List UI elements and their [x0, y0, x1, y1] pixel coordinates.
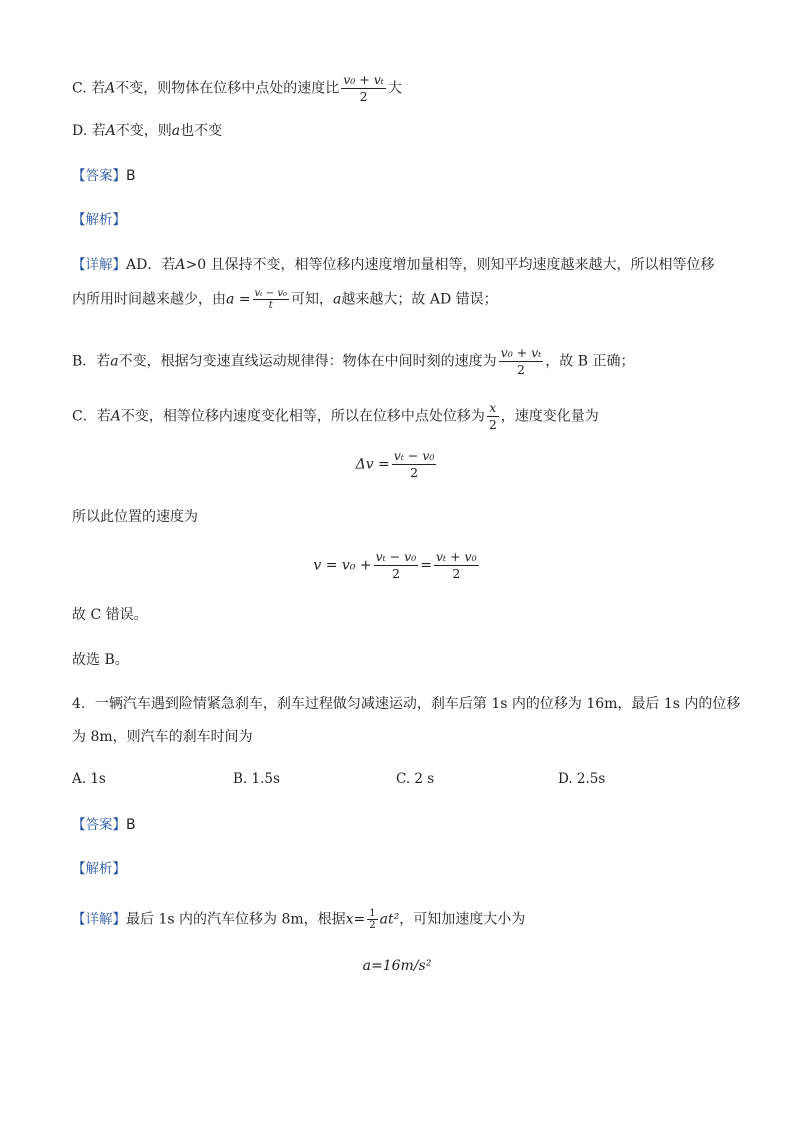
option-d-suffix: 也不变 [180, 123, 223, 139]
option-c [72, 72, 402, 105]
text: ，速度变化量为 [500, 408, 599, 425]
text: ，故 B 正确； [545, 353, 635, 370]
answer-value: B [126, 817, 136, 833]
detail-b-line [72, 345, 635, 378]
so-text [72, 507, 198, 527]
text: 不变，相等位移内速度变化相等，所以在位移中点处位移为 [120, 408, 485, 425]
q4-option-c: C. 2 s [396, 771, 435, 787]
formula-lhs: a = [226, 291, 251, 308]
eq-lhs: Δv = [355, 456, 390, 473]
frac-den: 2 [488, 417, 497, 432]
answer-tag: 【答案】 [72, 168, 126, 184]
var-a-cap: A [105, 80, 116, 97]
answer-tag: 【答案】 [72, 817, 126, 833]
text: C．若 [72, 408, 111, 425]
formula-rhs: at² [379, 911, 400, 928]
text: 内所用时间越来越少，由 [72, 291, 226, 308]
text: 所以此位置的速度为 [72, 509, 198, 525]
option-c-suffix: 大 [387, 80, 402, 97]
q4-detail-line [72, 908, 525, 931]
q4-option-d: D. 2.5s [558, 771, 606, 787]
analysis-tag: 【解析】 [72, 861, 126, 877]
fraction [374, 549, 419, 582]
text: 故选 B。 [72, 652, 129, 668]
q4-stem-line1 [72, 694, 740, 714]
option-d-prefix: D. 若 [72, 123, 106, 139]
text: >0 且保持不变，相等位移内速度增加量相等，则知平均速度越来越大，所以相等位移 [185, 257, 715, 273]
frac-num: 1 [369, 908, 376, 919]
text: ，可知加速度大小为 [399, 911, 526, 928]
frac-num: v₀ + vₜ [500, 345, 542, 360]
detail-tag: 【详解】 [72, 911, 126, 928]
frac-den: 2 [517, 362, 525, 377]
detail-ad-line2 [72, 288, 498, 311]
equation-delta-v [0, 448, 794, 481]
choose-b [72, 650, 129, 670]
var: a [110, 353, 119, 370]
frac-num: vₜ − v₀ [393, 448, 435, 463]
eq-equals: = [420, 557, 432, 574]
equation-v [0, 549, 794, 582]
fraction [434, 549, 479, 582]
q4-result [0, 958, 794, 974]
frac-den: 2 [391, 566, 400, 581]
formula-lhs: x= [345, 911, 366, 928]
text: 越来越大；故 AD 错误； [341, 291, 498, 308]
frac-num: vₜ + v₀ [435, 549, 477, 564]
fraction [487, 400, 499, 433]
detail-tag: 【详解】 [72, 257, 126, 273]
q4-option-b: B. 1.5s [233, 771, 280, 787]
text: B．若 [72, 353, 111, 370]
var-a-cap: A [105, 123, 116, 139]
option-d [72, 121, 222, 141]
q4-option-a: A. 1s [72, 771, 106, 787]
answer-value: B [126, 168, 136, 184]
frac-num: vₜ − v₀ [254, 288, 288, 299]
text: 可知， [291, 291, 334, 308]
c-wrong [72, 605, 148, 625]
q4-analysis-line [72, 859, 126, 879]
q4-stem-line2 [72, 727, 253, 747]
frac-den: 2 [410, 465, 419, 480]
analysis-tag: 【解析】 [72, 212, 126, 228]
option-d-text: 不变，则 [115, 123, 172, 139]
frac-num: x [487, 400, 499, 417]
var: a [333, 291, 342, 308]
frac-num: v₀ + vₜ [343, 72, 384, 87]
text: 最后 1s 内的汽车位移为 8m，根据 [126, 911, 346, 928]
frac-den: 2 [369, 920, 376, 931]
frac-den: 2 [452, 566, 461, 581]
detail-c-line [72, 400, 599, 433]
var-a: a [171, 123, 181, 139]
detail-ad-line1 [72, 255, 715, 275]
frac-den: 2 [359, 89, 368, 104]
text: 4．一辆汽车遇到险情紧急刹车，刹车过程做匀减速运动，刹车后第 1s 内的位移为 16m，最后 1s 内的位移 [72, 696, 741, 712]
option-c-prefix: C. 若 [72, 80, 106, 97]
text: AD．若 [126, 257, 176, 273]
fraction [499, 345, 544, 378]
analysis-line [72, 210, 126, 230]
frac-den: t [268, 300, 273, 311]
text: 不变，根据匀变速直线运动规律得：物体在中间时刻的速度为 [118, 353, 497, 370]
var: A [175, 257, 186, 273]
fraction [367, 908, 377, 931]
option-c-text: 不变，则物体在位移中点处的速度比 [115, 80, 340, 97]
fraction [392, 448, 437, 481]
result-eq: a=16m/s² [362, 958, 432, 974]
var: A [110, 408, 121, 425]
text: 故 C 错误。 [72, 607, 148, 623]
q4-answer-line [72, 815, 136, 835]
answer-line [72, 166, 136, 186]
eq-lhs: v = v₀ + [313, 557, 372, 574]
text: 为 8m，则汽车的刹车时间为 [72, 729, 253, 745]
fraction [341, 72, 386, 105]
frac-num: vₜ − v₀ [375, 549, 417, 564]
fraction [253, 288, 290, 311]
